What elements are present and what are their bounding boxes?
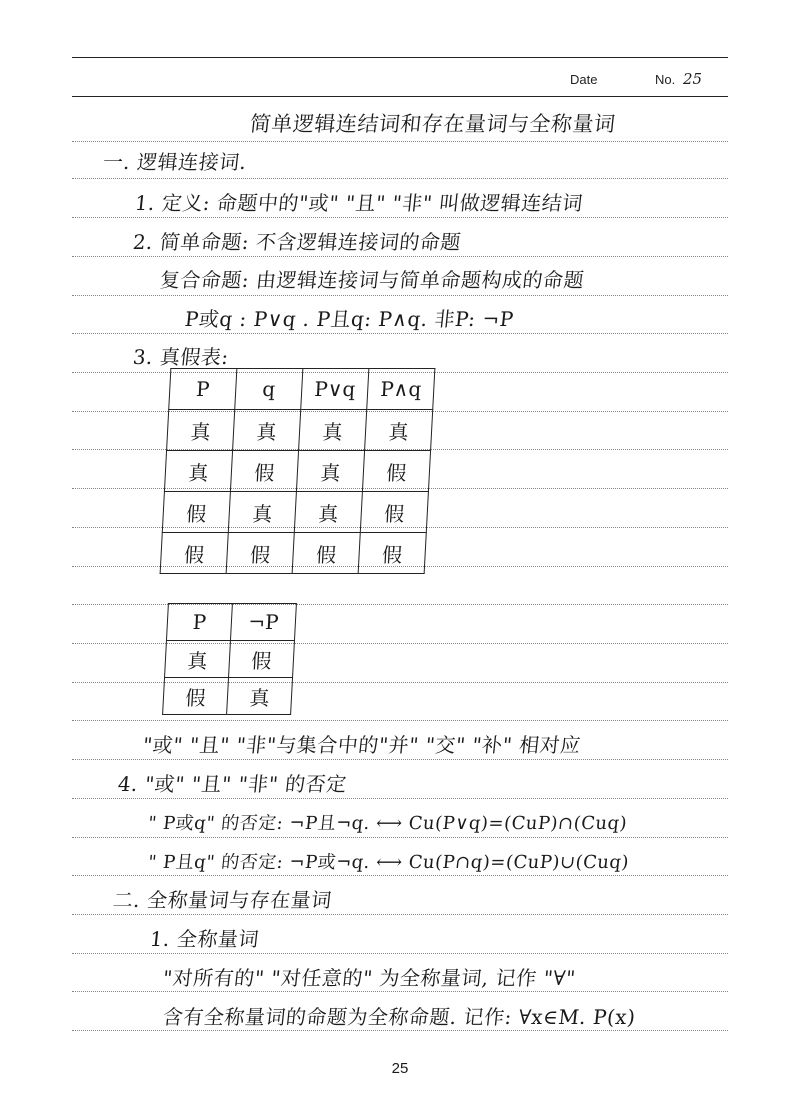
- truth-table-cell: 真: [228, 492, 296, 533]
- truth-table-cell: 假: [360, 492, 428, 533]
- ruled-line: [72, 178, 728, 179]
- page-number: 25: [391, 1060, 409, 1077]
- ruled-line: [72, 953, 728, 954]
- or-negation-line: " P或q" 的否定: ¬P且¬q. ⟷ Cu(P∨q)=(CuP)∩(Cuq): [146, 813, 629, 834]
- universal-quantifier-definition: "对所有的" "对任意的" 为全称量词, 记作 "∀": [161, 966, 577, 990]
- ruled-line: [72, 217, 728, 218]
- truth-table-cell: 假: [226, 533, 294, 574]
- truth-table-cell: 真: [294, 492, 362, 533]
- truth-table-cell: 假: [230, 451, 298, 492]
- truth-table-header: P∨q: [301, 369, 369, 410]
- page-number-handwritten: 25: [683, 70, 703, 88]
- universal-quantifier-heading: 1. 全称量词: [148, 927, 261, 951]
- truth-table: [160, 368, 436, 574]
- negation-table-cell: 真: [165, 641, 231, 678]
- negation-table: [162, 603, 297, 715]
- ruled-line: [72, 720, 728, 721]
- definition-line: 1. 定义: 命题中的"或" "且" "非" 叫做逻辑连结词: [133, 191, 585, 215]
- negation-table-header: P: [166, 604, 232, 641]
- truth-table-cell: 假: [160, 533, 228, 574]
- negation-heading: 4. "或" "且" "非" 的否定: [116, 772, 348, 796]
- ruled-line: [72, 875, 728, 876]
- truth-table-header: q: [235, 369, 303, 410]
- simple-proposition-line: 2. 简单命题: 不含逻辑连接词的命题: [131, 230, 463, 254]
- compound-proposition-line: 复合命题: 由逻辑连接词与简单命题构成的命题: [158, 268, 586, 292]
- truth-table-header: P: [169, 369, 237, 410]
- header-rule: [72, 96, 728, 97]
- ruled-line: [72, 333, 728, 334]
- section-heading-1: 一. 逻辑连接词.: [101, 150, 248, 174]
- truth-table-cell: 真: [296, 451, 364, 492]
- truth-table-cell: 真: [164, 451, 232, 492]
- ruled-line: [72, 991, 728, 992]
- number-label: No.: [655, 72, 676, 87]
- ruled-line: [72, 837, 728, 838]
- truth-table-cell: 真: [167, 410, 235, 451]
- negation-table-cell: 真: [227, 678, 293, 715]
- truth-table-cell: 真: [365, 410, 433, 451]
- and-negation-line: " P且q" 的否定: ¬P或¬q. ⟷ Cu(P∩q)=(CuP)∪(Cuq): [146, 852, 631, 873]
- ruled-line: [72, 141, 728, 142]
- date-label: Date: [570, 72, 598, 87]
- negation-table-cell: 假: [229, 641, 295, 678]
- truth-table-cell: 假: [292, 533, 360, 574]
- negation-table-header: ¬P: [230, 604, 296, 641]
- ruled-line: [72, 798, 728, 799]
- negation-table-cell: 假: [163, 678, 229, 715]
- truth-table-cell: 假: [362, 451, 430, 492]
- ruled-line: [72, 914, 728, 915]
- truth-table-cell: 假: [162, 492, 230, 533]
- page-title: 简单逻辑连结词和存在量词与全称量词: [248, 112, 617, 136]
- ruled-line: [72, 295, 728, 296]
- set-correspondence-line: "或" "且" "非"与集合中的"并" "交" "补" 相对应: [141, 733, 582, 757]
- top-border: [72, 57, 728, 58]
- truth-table-header: P∧q: [367, 369, 435, 410]
- universal-proposition-line: 含有全称量词的命题为全称命题. 记作: ∀x∈M. P(x): [161, 1005, 637, 1029]
- ruled-line: [72, 759, 728, 760]
- truth-table-cell: 真: [233, 410, 301, 451]
- truth-table-cell: 假: [358, 533, 426, 574]
- notation-line: P或q : P∨q . P且q: P∧q. 非P: ¬P: [183, 307, 515, 331]
- truth-table-label: 3. 真假表:: [131, 345, 230, 369]
- truth-table-cell: 真: [299, 410, 367, 451]
- section-heading-2: 二. 全称量词与存在量词: [111, 888, 333, 912]
- ruled-line: [72, 1030, 728, 1031]
- ruled-line: [72, 256, 728, 257]
